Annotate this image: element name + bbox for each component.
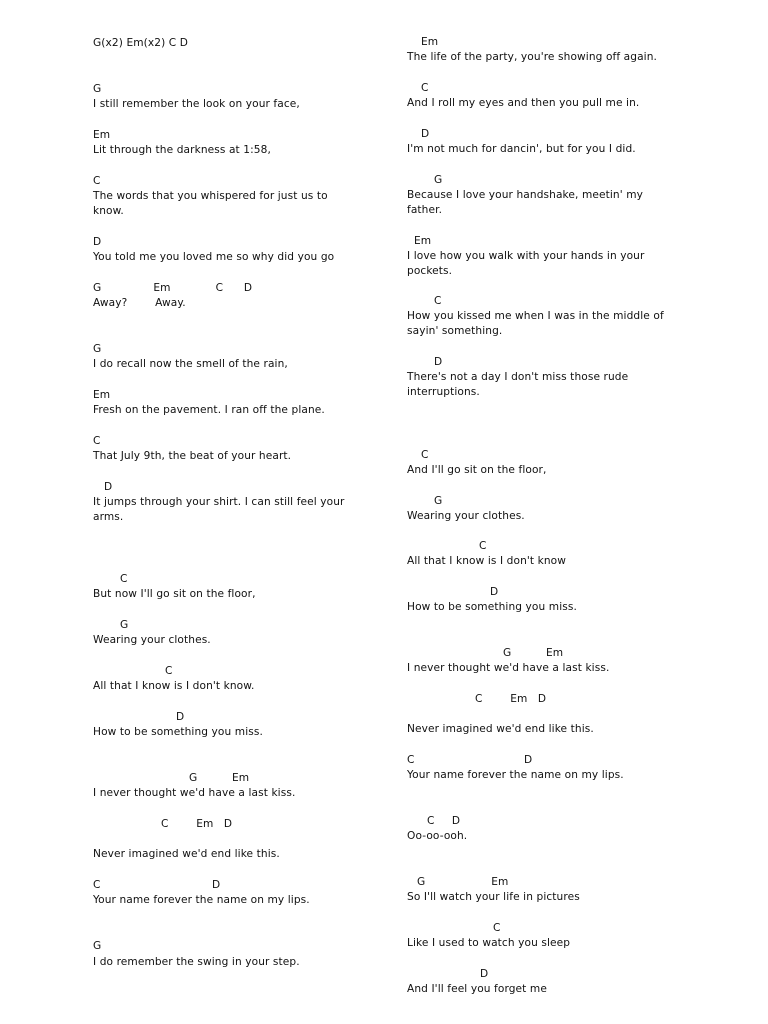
chord-line: D bbox=[212, 879, 221, 891]
lyric-line: How to be something you miss. bbox=[407, 601, 577, 613]
chord-line: C bbox=[120, 573, 128, 585]
chord-line: G Em bbox=[189, 772, 250, 784]
chord-line: C bbox=[493, 922, 501, 934]
lyric-line: You told me you loved me so why did you go bbox=[93, 251, 335, 263]
chord-line: G Em bbox=[503, 647, 564, 659]
lyric-line: The words that you whispered for just us to bbox=[93, 190, 328, 202]
chord-line: G bbox=[434, 174, 443, 186]
lyric-line: Never imagined we'd end like this. bbox=[93, 848, 280, 860]
lyric-line: That July 9th, the beat of your heart. bbox=[93, 450, 292, 462]
chord-line: C bbox=[165, 665, 173, 677]
lyric-line: How you kissed me when I was in the middle of bbox=[407, 310, 664, 322]
lyric-line: Because I love your handshake, meetin' my bbox=[407, 189, 643, 201]
lyric-line: Never imagined we'd end like this. bbox=[407, 723, 594, 735]
lyric-line: All that I know is I don't know. bbox=[93, 680, 255, 692]
chord-line: C bbox=[407, 754, 415, 766]
chord-line: C bbox=[93, 175, 101, 187]
lyric-line: Fresh on the pavement. I ran off the plane. bbox=[93, 404, 325, 416]
lyric-line: Your name forever the name on my lips. bbox=[93, 894, 310, 906]
lyric-line: Lit through the darkness at 1:58, bbox=[93, 144, 271, 156]
lyric-line: I never thought we'd have a last kiss. bbox=[407, 662, 610, 674]
chord-line: C bbox=[421, 82, 429, 94]
lyric-line: Like I used to watch you sleep bbox=[407, 937, 571, 949]
chord-line: D bbox=[93, 236, 102, 248]
lyric-line: I never thought we'd have a last kiss. bbox=[93, 787, 296, 799]
lyric-line: So I'll watch your life in pictures bbox=[407, 891, 580, 903]
chord-line: C bbox=[93, 435, 101, 447]
chord-line: D bbox=[490, 586, 499, 598]
lyric-line: Oo-oo-ooh. bbox=[407, 830, 468, 842]
chord-line: Em bbox=[93, 129, 111, 141]
chord-line: C Em D bbox=[161, 818, 233, 830]
chord-line: C bbox=[479, 540, 487, 552]
chord-line: G bbox=[120, 619, 129, 631]
lyric-line: I still remember the look on your face, bbox=[93, 98, 300, 110]
lyric-line: interruptions. bbox=[407, 386, 480, 398]
chord-line: D bbox=[104, 481, 113, 493]
lyric-line: arms. bbox=[93, 511, 124, 523]
chord-line: D bbox=[421, 128, 430, 140]
lyric-line: father. bbox=[407, 204, 443, 216]
chord-line: D bbox=[176, 711, 185, 723]
lyric-line: I do recall now the smell of the rain, bbox=[93, 358, 288, 370]
chord-line: D bbox=[480, 968, 489, 980]
lyric-line: And I'll go sit on the floor, bbox=[407, 464, 547, 476]
lyric-line: How to be something you miss. bbox=[93, 726, 263, 738]
lyric-line: And I'll feel you forget me bbox=[407, 983, 547, 995]
lyric-line: Your name forever the name on my lips. bbox=[407, 769, 624, 781]
chord-line: G bbox=[434, 495, 443, 507]
lyric-line: All that I know is I don't know bbox=[407, 555, 567, 567]
chord-line: G bbox=[93, 83, 102, 95]
lyric-line: The life of the party, you're showing off again. bbox=[407, 51, 657, 63]
lyric-line: There's not a day I don't miss those rude bbox=[407, 371, 629, 383]
chord-line: G bbox=[93, 940, 102, 952]
lyric-line: And I roll my eyes and then you pull me in. bbox=[407, 97, 640, 109]
lyric-line: I do remember the swing in your step. bbox=[93, 956, 300, 968]
chord-line: D bbox=[434, 356, 443, 368]
chord-line: G Em bbox=[417, 876, 509, 888]
lyric-line: pockets. bbox=[407, 265, 453, 277]
chord-line: C bbox=[93, 879, 101, 891]
chord-line: C D bbox=[427, 815, 461, 827]
chord-line: C bbox=[421, 449, 429, 461]
lyric-line: know. bbox=[93, 205, 124, 217]
lyric-line: I love how you walk with your hands in your bbox=[407, 250, 645, 262]
chord-line: C Em D bbox=[475, 693, 547, 705]
lyric-line: sayin' something. bbox=[407, 325, 503, 337]
lyric-line: But now I'll go sit on the floor, bbox=[93, 588, 256, 600]
chord-line: G Em C D bbox=[93, 282, 253, 294]
lyric-line: I'm not much for dancin', but for you I did. bbox=[407, 143, 636, 155]
chord-line: C bbox=[434, 295, 442, 307]
chord-line: Em bbox=[93, 389, 111, 401]
chord-line: D bbox=[524, 754, 533, 766]
lyric-line: Wearing your clothes. bbox=[407, 510, 525, 522]
intro-chords: G(x2) Em(x2) C D bbox=[93, 37, 189, 49]
lyric-line: Wearing your clothes. bbox=[93, 634, 211, 646]
chord-line: Em bbox=[414, 235, 432, 247]
lyric-line: Away? Away. bbox=[93, 297, 186, 309]
chord-line: G bbox=[93, 343, 102, 355]
chord-line: Em bbox=[421, 36, 439, 48]
lyric-line: It jumps through your shirt. I can still feel your bbox=[93, 496, 345, 508]
